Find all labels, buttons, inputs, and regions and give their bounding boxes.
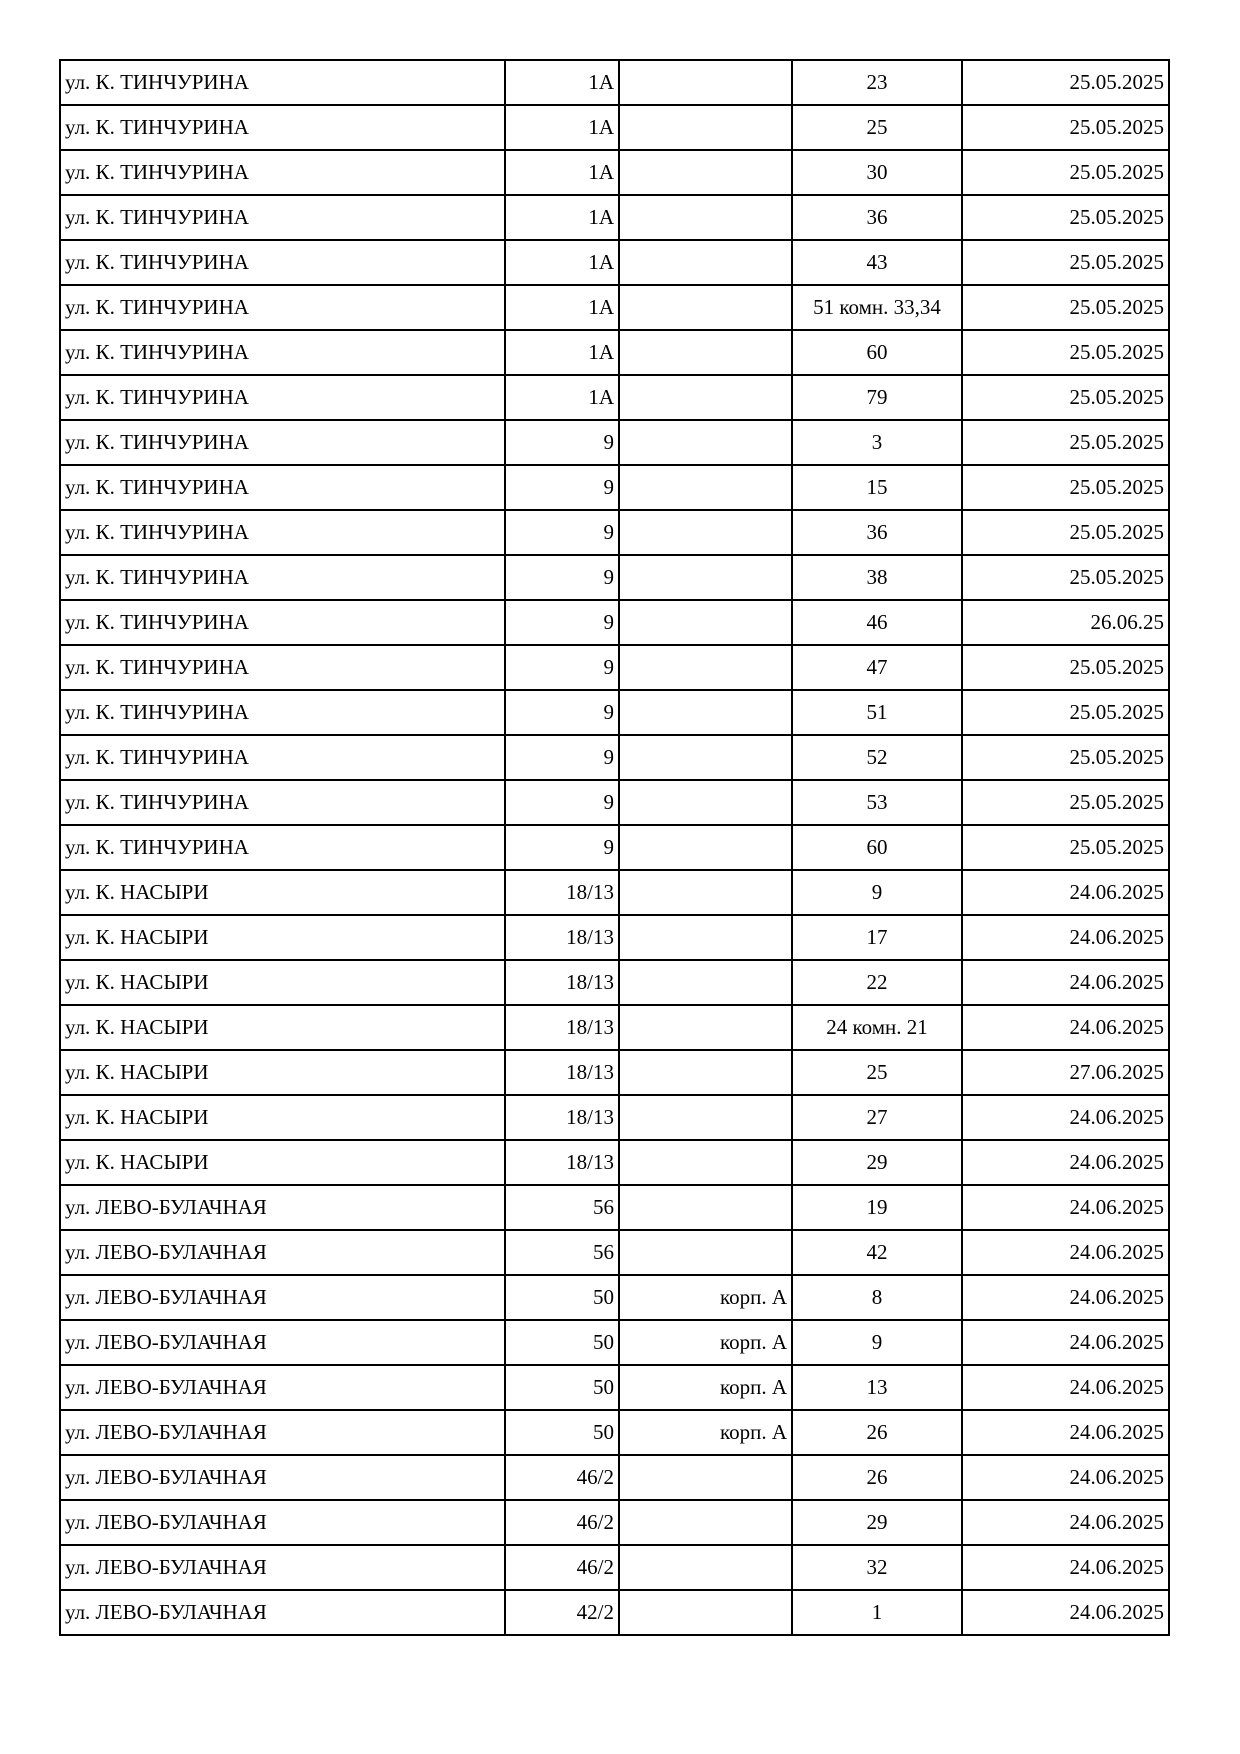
building-cell (619, 195, 792, 240)
table-row (60, 1455, 1169, 1500)
building-cell (619, 465, 792, 510)
apartment-cell: 46 (792, 600, 962, 645)
apartment-cell: 42 (792, 1230, 962, 1275)
address-table (59, 59, 1170, 1636)
house-number-cell: 46/2 (505, 1545, 619, 1590)
building-cell (619, 285, 792, 330)
date-cell: 25.05.2025 (962, 330, 1169, 375)
street-cell: ул. К. ТИНЧУРИНА (60, 555, 505, 600)
street-cell: ул. К. ТИНЧУРИНА (60, 510, 505, 555)
date-cell: 27.06.2025 (962, 1050, 1169, 1095)
table-row (60, 240, 1169, 285)
house-number-cell: 9 (505, 420, 619, 465)
apartment-cell: 23 (792, 60, 962, 105)
street-cell: ул. ЛЕВО-БУЛАЧНАЯ (60, 1230, 505, 1275)
date-cell: 25.05.2025 (962, 465, 1169, 510)
table-row (60, 735, 1169, 780)
table-row (60, 195, 1169, 240)
date-cell: 24.06.2025 (962, 915, 1169, 960)
date-cell: 24.06.2025 (962, 960, 1169, 1005)
street-cell: ул. ЛЕВО-БУЛАЧНАЯ (60, 1185, 505, 1230)
date-cell: 24.06.2025 (962, 1005, 1169, 1050)
date-cell: 24.06.2025 (962, 1275, 1169, 1320)
house-number-cell: 1А (505, 375, 619, 420)
street-cell: ул. К. ТИНЧУРИНА (60, 240, 505, 285)
apartment-cell: 51 комн. 33,34 (792, 285, 962, 330)
apartment-cell: 30 (792, 150, 962, 195)
table-row (60, 1545, 1169, 1590)
house-number-cell: 9 (505, 825, 619, 870)
table-row (60, 1005, 1169, 1050)
building-cell (619, 1545, 792, 1590)
table-body (60, 60, 1169, 1635)
house-number-cell: 1А (505, 60, 619, 105)
street-cell: ул. ЛЕВО-БУЛАЧНАЯ (60, 1455, 505, 1500)
house-number-cell: 18/13 (505, 1050, 619, 1095)
building-cell (619, 780, 792, 825)
street-cell: ул. К. НАСЫРИ (60, 1140, 505, 1185)
apartment-cell: 36 (792, 510, 962, 555)
apartment-cell: 79 (792, 375, 962, 420)
house-number-cell: 1А (505, 285, 619, 330)
apartment-cell: 15 (792, 465, 962, 510)
street-cell: ул. К. ТИНЧУРИНА (60, 375, 505, 420)
house-number-cell: 56 (505, 1185, 619, 1230)
apartment-cell: 9 (792, 870, 962, 915)
date-cell: 24.06.2025 (962, 1095, 1169, 1140)
table-row (60, 1500, 1169, 1545)
date-cell: 25.05.2025 (962, 195, 1169, 240)
date-cell: 24.06.2025 (962, 1230, 1169, 1275)
date-cell: 25.05.2025 (962, 555, 1169, 600)
table-row (60, 780, 1169, 825)
building-cell: корп. А (619, 1410, 792, 1455)
house-number-cell: 18/13 (505, 1005, 619, 1050)
house-number-cell: 18/13 (505, 960, 619, 1005)
table-row (60, 420, 1169, 465)
date-cell: 24.06.2025 (962, 870, 1169, 915)
apartment-cell: 43 (792, 240, 962, 285)
street-cell: ул. К. НАСЫРИ (60, 1005, 505, 1050)
date-cell: 25.05.2025 (962, 240, 1169, 285)
apartment-cell: 53 (792, 780, 962, 825)
house-number-cell: 1А (505, 330, 619, 375)
street-cell: ул. ЛЕВО-БУЛАЧНАЯ (60, 1320, 505, 1365)
table-row (60, 960, 1169, 1005)
date-cell: 24.06.2025 (962, 1590, 1169, 1635)
street-cell: ул. ЛЕВО-БУЛАЧНАЯ (60, 1545, 505, 1590)
date-cell: 24.06.2025 (962, 1365, 1169, 1410)
building-cell (619, 420, 792, 465)
apartment-cell: 9 (792, 1320, 962, 1365)
table-row (60, 1095, 1169, 1140)
table-row (60, 915, 1169, 960)
table-row (60, 330, 1169, 375)
date-cell: 24.06.2025 (962, 1545, 1169, 1590)
house-number-cell: 9 (505, 555, 619, 600)
house-number-cell: 18/13 (505, 1095, 619, 1140)
house-number-cell: 9 (505, 645, 619, 690)
building-cell (619, 1050, 792, 1095)
apartment-cell: 32 (792, 1545, 962, 1590)
apartment-cell: 19 (792, 1185, 962, 1230)
apartment-cell: 8 (792, 1275, 962, 1320)
apartment-cell: 17 (792, 915, 962, 960)
apartment-cell: 36 (792, 195, 962, 240)
apartment-cell: 38 (792, 555, 962, 600)
street-cell: ул. К. ТИНЧУРИНА (60, 105, 505, 150)
date-cell: 25.05.2025 (962, 690, 1169, 735)
table-row (60, 285, 1169, 330)
building-cell (619, 1005, 792, 1050)
table-row (60, 1275, 1169, 1320)
apartment-cell: 51 (792, 690, 962, 735)
date-cell: 25.05.2025 (962, 510, 1169, 555)
building-cell (619, 105, 792, 150)
table-row (60, 1410, 1169, 1455)
street-cell: ул. К. ТИНЧУРИНА (60, 60, 505, 105)
table-row (60, 375, 1169, 420)
building-cell (619, 735, 792, 780)
apartment-cell: 27 (792, 1095, 962, 1140)
apartment-cell: 60 (792, 825, 962, 870)
building-cell (619, 1140, 792, 1185)
street-cell: ул. К. ТИНЧУРИНА (60, 285, 505, 330)
date-cell: 24.06.2025 (962, 1140, 1169, 1185)
table-row (60, 1590, 1169, 1635)
house-number-cell: 50 (505, 1365, 619, 1410)
street-cell: ул. К. ТИНЧУРИНА (60, 825, 505, 870)
building-cell (619, 150, 792, 195)
table-row (60, 555, 1169, 600)
building-cell (619, 915, 792, 960)
table-row (60, 1185, 1169, 1230)
street-cell: ул. К. НАСЫРИ (60, 960, 505, 1005)
street-cell: ул. К. ТИНЧУРИНА (60, 150, 505, 195)
apartment-cell: 24 комн. 21 (792, 1005, 962, 1050)
house-number-cell: 1А (505, 105, 619, 150)
date-cell: 26.06.25 (962, 600, 1169, 645)
date-cell: 24.06.2025 (962, 1500, 1169, 1545)
table-row (60, 1365, 1169, 1410)
street-cell: ул. К. ТИНЧУРИНА (60, 195, 505, 240)
date-cell: 25.05.2025 (962, 645, 1169, 690)
street-cell: ул. ЛЕВО-БУЛАЧНАЯ (60, 1365, 505, 1410)
street-cell: ул. ЛЕВО-БУЛАЧНАЯ (60, 1275, 505, 1320)
date-cell: 25.05.2025 (962, 375, 1169, 420)
building-cell (619, 60, 792, 105)
house-number-cell: 18/13 (505, 870, 619, 915)
house-number-cell: 9 (505, 600, 619, 645)
table-row (60, 1050, 1169, 1095)
building-cell (619, 825, 792, 870)
street-cell: ул. К. ТИНЧУРИНА (60, 420, 505, 465)
house-number-cell: 9 (505, 735, 619, 780)
apartment-cell: 13 (792, 1365, 962, 1410)
building-cell: корп. А (619, 1320, 792, 1365)
date-cell: 25.05.2025 (962, 150, 1169, 195)
table-row (60, 465, 1169, 510)
house-number-cell: 1А (505, 195, 619, 240)
date-cell: 25.05.2025 (962, 780, 1169, 825)
building-cell (619, 1230, 792, 1275)
building-cell (619, 555, 792, 600)
apartment-cell: 3 (792, 420, 962, 465)
apartment-cell: 25 (792, 105, 962, 150)
building-cell (619, 600, 792, 645)
building-cell (619, 375, 792, 420)
house-number-cell: 9 (505, 690, 619, 735)
street-cell: ул. К. ТИНЧУРИНА (60, 735, 505, 780)
date-cell: 24.06.2025 (962, 1185, 1169, 1230)
date-cell: 24.06.2025 (962, 1410, 1169, 1455)
house-number-cell: 46/2 (505, 1455, 619, 1500)
table-row (60, 60, 1169, 105)
house-number-cell: 1А (505, 150, 619, 195)
house-number-cell: 18/13 (505, 1140, 619, 1185)
building-cell (619, 960, 792, 1005)
apartment-cell: 1 (792, 1590, 962, 1635)
table-row (60, 1230, 1169, 1275)
building-cell (619, 1455, 792, 1500)
building-cell (619, 690, 792, 735)
building-cell (619, 645, 792, 690)
house-number-cell: 50 (505, 1275, 619, 1320)
house-number-cell: 9 (505, 780, 619, 825)
street-cell: ул. К. ТИНЧУРИНА (60, 330, 505, 375)
apartment-cell: 26 (792, 1455, 962, 1500)
date-cell: 25.05.2025 (962, 825, 1169, 870)
apartment-cell: 29 (792, 1140, 962, 1185)
building-cell (619, 1590, 792, 1635)
apartment-cell: 25 (792, 1050, 962, 1095)
house-number-cell: 46/2 (505, 1500, 619, 1545)
street-cell: ул. К. ТИНЧУРИНА (60, 600, 505, 645)
table-row (60, 1320, 1169, 1365)
table-row (60, 510, 1169, 555)
table-row (60, 1140, 1169, 1185)
street-cell: ул. К. ТИНЧУРИНА (60, 465, 505, 510)
apartment-cell: 22 (792, 960, 962, 1005)
house-number-cell: 9 (505, 510, 619, 555)
house-number-cell: 50 (505, 1320, 619, 1365)
date-cell: 25.05.2025 (962, 60, 1169, 105)
date-cell: 25.05.2025 (962, 285, 1169, 330)
building-cell (619, 330, 792, 375)
building-cell: корп. А (619, 1365, 792, 1410)
table-row (60, 825, 1169, 870)
building-cell (619, 510, 792, 555)
building-cell (619, 870, 792, 915)
street-cell: ул. ЛЕВО-БУЛАЧНАЯ (60, 1500, 505, 1545)
house-number-cell: 50 (505, 1410, 619, 1455)
date-cell: 24.06.2025 (962, 1320, 1169, 1365)
table-row (60, 600, 1169, 645)
street-cell: ул. К. НАСЫРИ (60, 1095, 505, 1140)
apartment-cell: 26 (792, 1410, 962, 1455)
date-cell: 25.05.2025 (962, 735, 1169, 780)
table-row (60, 870, 1169, 915)
date-cell: 24.06.2025 (962, 1455, 1169, 1500)
street-cell: ул. К. ТИНЧУРИНА (60, 780, 505, 825)
street-cell: ул. К. НАСЫРИ (60, 915, 505, 960)
apartment-cell: 52 (792, 735, 962, 780)
building-cell: корп. А (619, 1275, 792, 1320)
street-cell: ул. К. ТИНЧУРИНА (60, 690, 505, 735)
building-cell (619, 1095, 792, 1140)
building-cell (619, 1185, 792, 1230)
table-row (60, 690, 1169, 735)
apartment-cell: 29 (792, 1500, 962, 1545)
house-number-cell: 56 (505, 1230, 619, 1275)
table-row (60, 645, 1169, 690)
date-cell: 25.05.2025 (962, 420, 1169, 465)
street-cell: ул. К. НАСЫРИ (60, 1050, 505, 1095)
street-cell: ул. К. ТИНЧУРИНА (60, 645, 505, 690)
table-row (60, 150, 1169, 195)
apartment-cell: 47 (792, 645, 962, 690)
house-number-cell: 1А (505, 240, 619, 285)
building-cell (619, 1500, 792, 1545)
house-number-cell: 9 (505, 465, 619, 510)
street-cell: ул. ЛЕВО-БУЛАЧНАЯ (60, 1590, 505, 1635)
table-row (60, 105, 1169, 150)
date-cell: 25.05.2025 (962, 105, 1169, 150)
building-cell (619, 240, 792, 285)
house-number-cell: 18/13 (505, 915, 619, 960)
house-number-cell: 42/2 (505, 1590, 619, 1635)
street-cell: ул. К. НАСЫРИ (60, 870, 505, 915)
apartment-cell: 60 (792, 330, 962, 375)
street-cell: ул. ЛЕВО-БУЛАЧНАЯ (60, 1410, 505, 1455)
